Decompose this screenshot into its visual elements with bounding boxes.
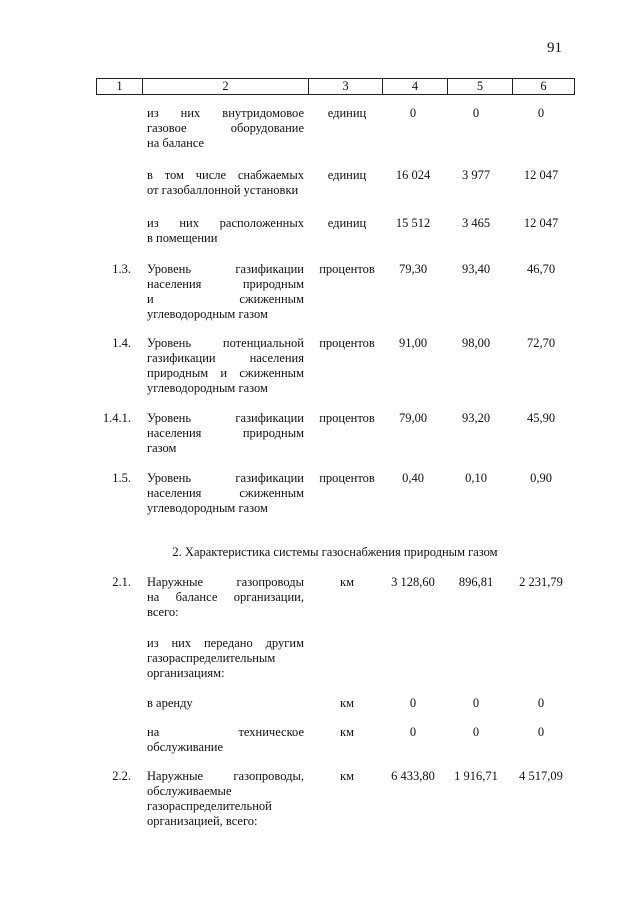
description-line: населения природным — [147, 426, 304, 440]
description-line: Наружные газопроводы — [147, 575, 304, 589]
row-value-5: 93,20 — [461, 411, 491, 425]
description-line: обслуживаемые — [147, 784, 232, 798]
description-line: от газобаллонной установки — [147, 183, 299, 197]
description-line: на техническое — [147, 725, 304, 739]
description-line: из них внутридомовое — [147, 106, 304, 120]
row-value-5: 0 — [472, 106, 480, 120]
description-line: организациям: — [147, 666, 225, 680]
row-unit: процентов — [319, 411, 375, 425]
description-line: Наружные газопроводы, — [147, 769, 304, 783]
description-line: газораспределительной — [147, 799, 272, 813]
description-line: Уровень потенциальной — [147, 336, 304, 350]
description-line: газораспределительным — [147, 651, 276, 665]
row-value-6: 12 047 — [523, 216, 559, 230]
row-number: 1.5. — [112, 471, 131, 485]
row-value-6: 72,70 — [526, 336, 556, 350]
description-line: Уровень газификации — [147, 411, 304, 425]
row-value-4: 0 — [409, 106, 417, 120]
row-value-6: 0 — [537, 725, 545, 739]
row-description — [147, 471, 304, 516]
row-unit: процентов — [319, 471, 375, 485]
row-value-6: 0 — [537, 106, 545, 120]
row-value-5: 0 — [472, 725, 480, 739]
row-description — [147, 411, 304, 456]
row-value-6: 0 — [537, 696, 545, 710]
row-value-5: 0,10 — [465, 471, 487, 485]
header-col-4: 4 — [383, 79, 448, 95]
row-value-4: 15 512 — [395, 216, 431, 230]
row-value-6: 12 047 — [523, 168, 559, 182]
row-unit: км — [340, 575, 354, 589]
description-line: на балансе организации, — [147, 590, 304, 604]
header-col-3: 3 — [309, 79, 383, 95]
row-description — [147, 769, 304, 829]
description-line: природным и сжиженным — [147, 366, 304, 380]
row-number: 1.4. — [112, 336, 131, 350]
row-value-4: 16 024 — [395, 168, 431, 182]
description-line: и сжиженным — [147, 292, 304, 306]
row-description — [147, 336, 304, 396]
row-description — [147, 725, 304, 755]
row-value-4: 6 433,80 — [391, 769, 435, 783]
row-unit: единиц — [327, 106, 367, 120]
row-value-4: 79,00 — [398, 411, 428, 425]
page-number: 91 — [547, 40, 562, 56]
row-value-5: 93,40 — [461, 262, 491, 276]
row-value-4: 0 — [409, 696, 417, 710]
header-col-6: 6 — [513, 79, 575, 95]
row-number: 1.4.1. — [102, 411, 131, 425]
table-header — [96, 78, 575, 95]
row-value-4: 91,00 — [398, 336, 428, 350]
row-value-4: 0,40 — [402, 471, 424, 485]
row-number: 2.1. — [112, 575, 131, 589]
row-value-6: 0,90 — [530, 471, 552, 485]
row-unit: процентов — [319, 336, 375, 350]
description-line: газификации населения — [147, 351, 304, 365]
header-col-5: 5 — [448, 79, 513, 95]
description-line: обслуживание — [147, 740, 224, 754]
row-number: 1.3. — [112, 262, 131, 276]
description-line: Уровень газификации — [147, 471, 304, 485]
row-unit: км — [340, 696, 354, 710]
description-line: Уровень газификации — [147, 262, 304, 276]
description-line: населения сжиженным — [147, 486, 304, 500]
row-value-4: 0 — [409, 725, 417, 739]
description-line: газовое оборудование — [147, 121, 304, 135]
description-line: организацией, всего: — [147, 814, 258, 828]
description-line: в помещении — [147, 231, 218, 245]
row-description — [147, 696, 304, 711]
description-line: населения природным — [147, 277, 304, 291]
row-unit: процентов — [319, 262, 375, 276]
row-description — [147, 216, 304, 246]
description-line: всего: — [147, 605, 179, 619]
header-col-1: 1 — [97, 79, 143, 95]
row-value-6: 2 231,79 — [519, 575, 563, 589]
description-line: углеводородным газом — [147, 501, 268, 515]
section-title: 2. Характеристика системы газоснабжения природным газом — [172, 545, 498, 559]
row-description — [147, 106, 304, 151]
row-value-4: 3 128,60 — [391, 575, 435, 589]
row-value-5: 3 977 — [461, 168, 491, 182]
description-line: из них расположенных — [147, 216, 304, 230]
description-line: углеводородным газом — [147, 381, 268, 395]
row-unit: единиц — [327, 216, 367, 230]
row-unit: км — [340, 769, 354, 783]
row-unit: единиц — [327, 168, 367, 182]
header-col-2: 2 — [143, 79, 309, 95]
row-value-5: 98,00 — [461, 336, 491, 350]
row-description — [147, 262, 304, 322]
row-value-4: 79,30 — [398, 262, 428, 276]
row-value-6: 45,90 — [526, 411, 556, 425]
description-line: углеводородным газом — [147, 307, 268, 321]
row-value-5: 896,81 — [458, 575, 494, 589]
row-value-5: 3 465 — [461, 216, 491, 230]
row-description — [147, 575, 304, 620]
row-value-6: 4 517,09 — [519, 769, 563, 783]
description-line: на балансе — [147, 136, 205, 150]
row-description — [147, 636, 304, 681]
row-number: 2.2. — [112, 769, 131, 783]
row-value-5: 1 916,71 — [454, 769, 498, 783]
row-unit: км — [340, 725, 354, 739]
row-value-6: 46,70 — [526, 262, 556, 276]
row-description — [147, 168, 304, 198]
row-value-5: 0 — [472, 696, 480, 710]
description-line: в аренду — [147, 696, 193, 710]
description-line: газом — [147, 441, 177, 455]
description-line: в том числе снабжаемых — [147, 168, 304, 182]
description-line: из них передано другим — [147, 636, 304, 650]
